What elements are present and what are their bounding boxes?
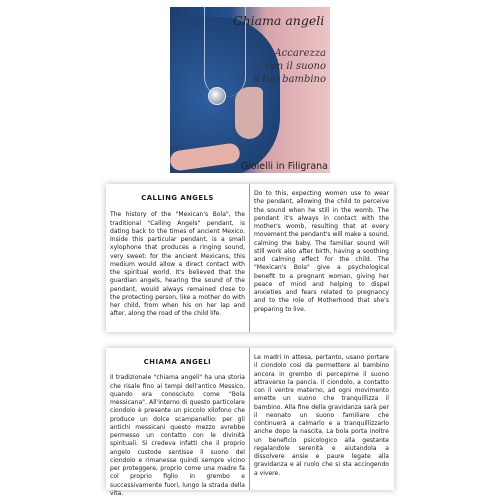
italian-heading: CHIAMA ANGELI (143, 358, 212, 366)
product-photo (170, 7, 330, 173)
english-left-column (106, 184, 249, 332)
english-right-text: Do to this, expecting women use to wear the pendant, allowing the child to perceive the sound when he still in the womb. The pendant it's always in contact with the mother's womb, resulting that at every movement the pendant's will make a sound, calming the baby. The familiar sound will still work also after birth, having a soothing and calming effect for the child. The "Mexican's Bola" give a psychological benefit to a pregnant woman, giving her peace of mind and helping to dispel anxieties and fears related to pregnancy and to the role of Motherhood that she's preparing to live. (254, 190, 389, 313)
photo-footer: Gioielli in Filigrana (240, 161, 328, 172)
pendant-icon (208, 87, 226, 105)
italian-right-text: Le madri in attesa, pertanto, usano portare il ciondolo così da permettere al bambino ancora in grembo di percepirne il suono attraverso la pancia. Il ciondolo, a contatto con il ventre materno, ad ogni movimento emette un suono che tranquillizza il bambino. Alla fine della gravidanza sarà per il neonato un suono familiare che continuerà a calmarlo e a tranquillizzarlo anche dopo la nascita. La bola porta inoltre un beneficio psicologico alla gestante regalandole serenità e aiutandola a dissolvere ansie e paure legate alla gravidanza e al ruolo che si sta accingendo a vivere. (254, 354, 389, 477)
slogan-line-2: con il suono (265, 61, 326, 72)
english-left-text: The history of the "Mexican's Bola", the traditional "Calling Angels" pendant, is dating back to the times of ancient Mexico. Inside this particular pendant, is a small xylophone that produces a ringing sound, very sweet: for the ancient Mexicans, this medium would allow a direct contact with the spiritual world. It's believed that the guardian angels, hearing the sound of the pendant, would always remained close to the protecting person, like a mother do with her child, from when his on her lap and after, along the road of the child life. (110, 211, 245, 318)
slogan-line-3: il tuo bambino (252, 74, 326, 85)
italian-right-column (250, 348, 393, 490)
italian-left-column (106, 348, 249, 497)
english-right-column (250, 184, 393, 332)
slogan-line-1: Accarezza (274, 48, 326, 59)
italian-description-card (106, 348, 394, 497)
english-heading: CALLING ANGELS (141, 194, 214, 202)
photo-title: Chiama angeli (233, 13, 325, 28)
english-description-card (106, 184, 394, 332)
hand-image (235, 87, 263, 139)
italian-left-text: Il tradizionale "chiama angeli" ha una storia che risale fino ai tempi dell'antico Messico, quando era conosciuto come "Bola messicana". All'interno di questo particolare ciondolo è presente un piccolo xilofono che produce un dolce scampanellio: per gli antichi messicani questo mezzo avrebbe permesso un contatto con le divinità spirituali. Si credeva infatti che il proprio angelo custode sentisse il suono del ciondolo e rimanesse quindi sempre vicino per proteggere, proprio come una madre fa col proprio figlio in grembo e successivamente fuori, lungo la strada della vita. (110, 374, 245, 497)
photo-slogan (246, 47, 326, 86)
